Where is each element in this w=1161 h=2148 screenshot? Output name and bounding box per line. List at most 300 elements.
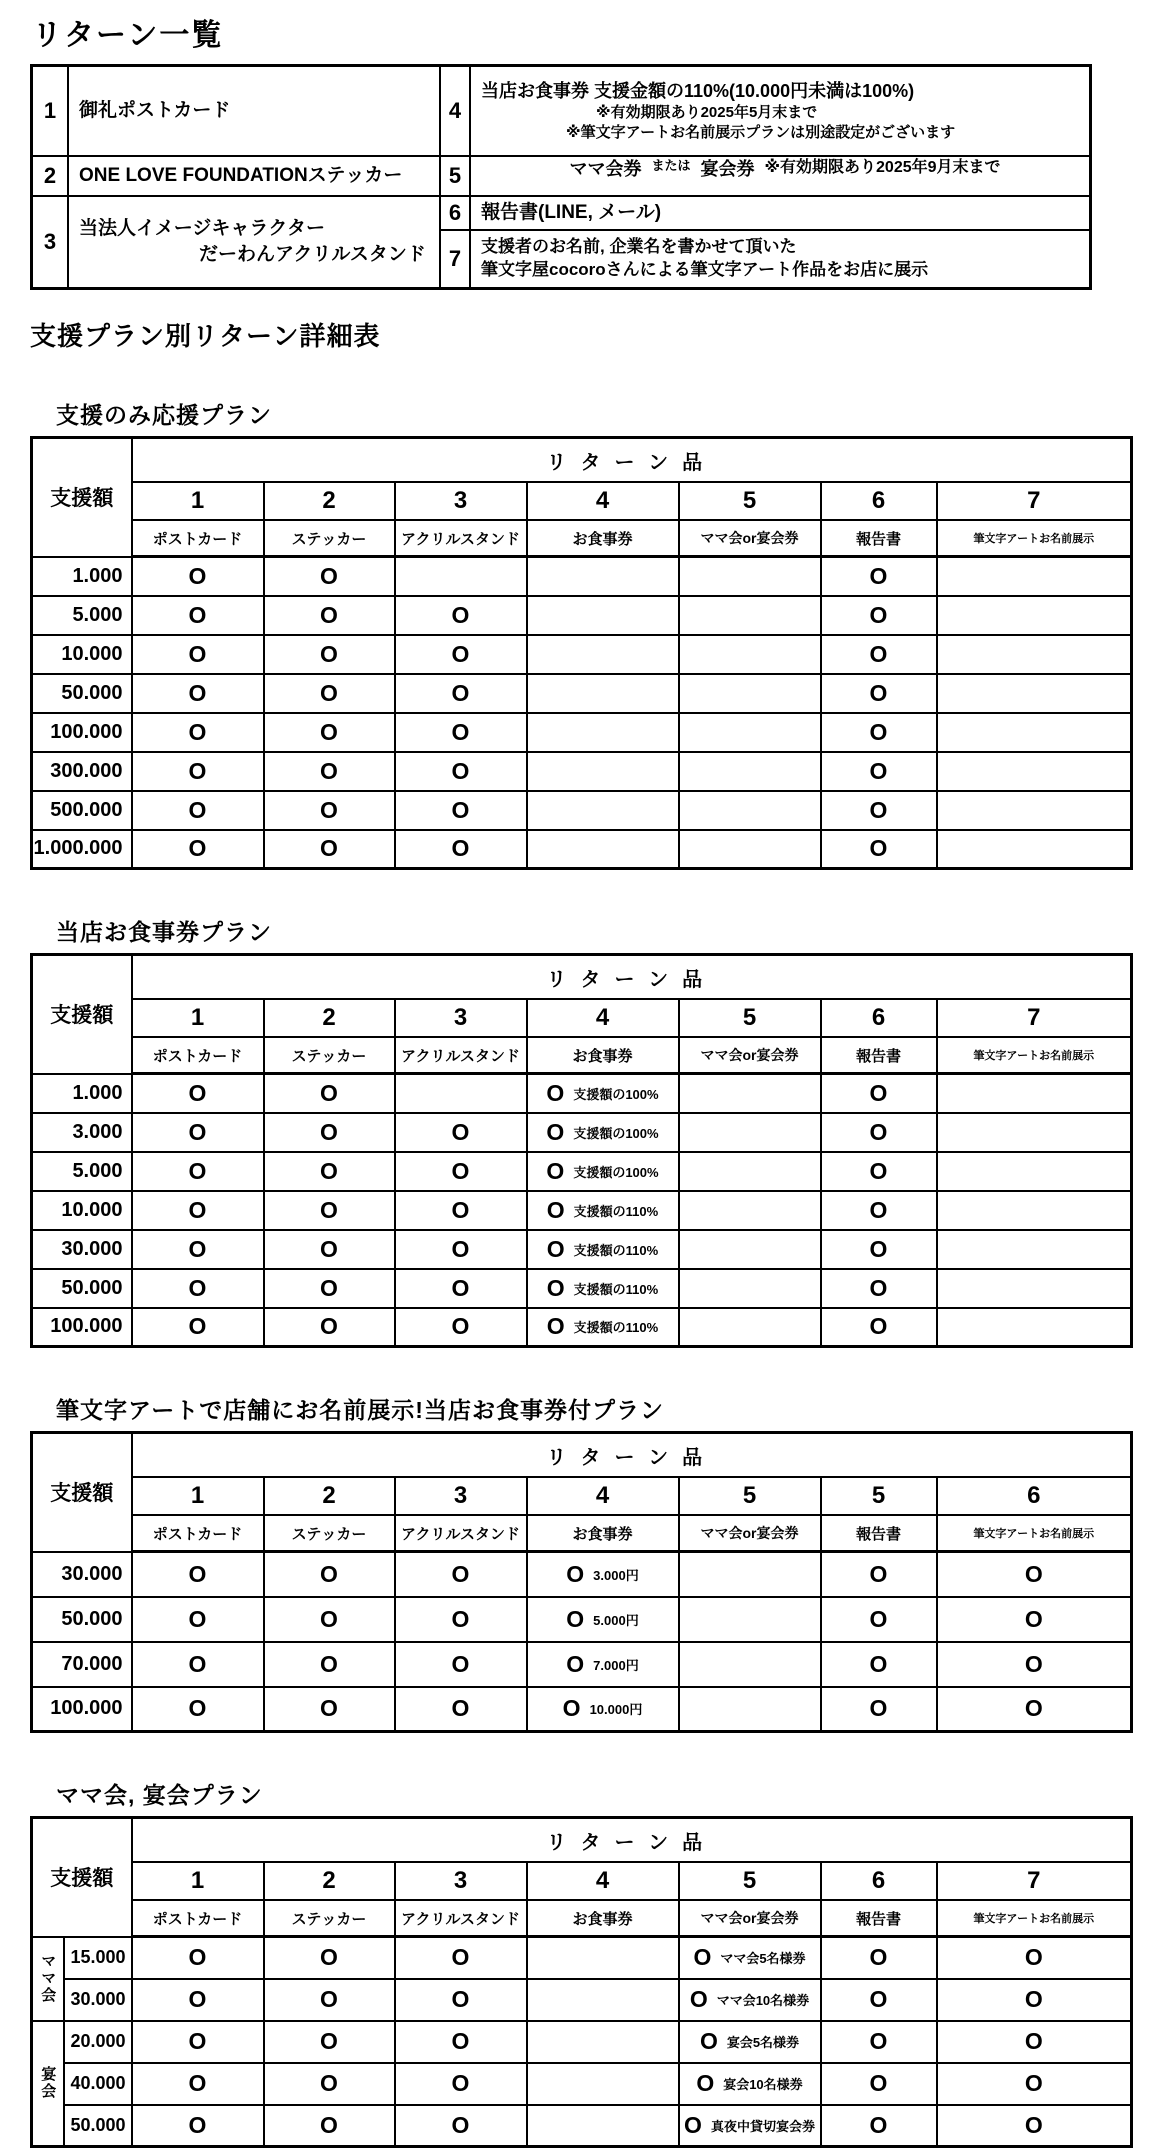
circle-mark: O — [451, 1650, 470, 1677]
circle-mark: O — [451, 1196, 470, 1223]
circle-mark: O — [320, 1313, 338, 1340]
circle-mark: O — [320, 1118, 338, 1145]
plan-table-row — [32, 1552, 1132, 1597]
return-cell-2 — [264, 752, 395, 791]
circle-mark: O — [546, 1157, 565, 1184]
return-item-2: ONE LOVE FOUNDATIONステッカー — [67, 155, 439, 195]
return-cell-7 — [937, 1552, 1132, 1597]
col-label: ママ会or宴会券 — [679, 520, 821, 557]
col-label: お食事券 — [527, 1037, 679, 1074]
column-label-row — [32, 1037, 1132, 1074]
return-cell-4 — [527, 1308, 679, 1347]
col-label: ポストカード — [132, 1515, 264, 1552]
return-cell-7 — [937, 1642, 1132, 1687]
circle-mark: O — [869, 1944, 888, 1971]
return-cell-1 — [132, 1308, 264, 1347]
col-number: 4 — [527, 999, 679, 1037]
return-number: 7 — [439, 229, 469, 287]
return-cell-5 — [679, 1979, 821, 2021]
return-cell-2 — [264, 1552, 395, 1597]
amount-cell: 500.000 — [32, 791, 132, 830]
return-cell-1 — [132, 2105, 264, 2147]
return-cell-4 — [527, 1552, 679, 1597]
col-number: 1 — [132, 1477, 264, 1515]
table-body — [32, 1937, 1132, 2147]
circle-mark: O — [684, 2111, 702, 2138]
return-cell-5 — [679, 1074, 821, 1113]
circle-mark: O — [451, 1313, 470, 1340]
return-cell-7 — [937, 1269, 1132, 1308]
return-cell-3 — [395, 674, 527, 713]
amount-cell: 100.000 — [32, 713, 132, 752]
circle-mark: O — [320, 835, 338, 862]
col-label: お食事券 — [527, 520, 679, 557]
return-cell-3 — [395, 1642, 527, 1687]
cell-note: 支援額の100% — [573, 1125, 659, 1141]
return-cell-6 — [821, 1642, 937, 1687]
circle-mark: O — [320, 1079, 338, 1106]
return-cell-6 — [821, 1687, 937, 1732]
return-cell-3 — [395, 1269, 527, 1308]
return-cell-4 — [527, 791, 679, 830]
circle-mark: O — [320, 1274, 338, 1301]
amount-cell: 300.000 — [32, 752, 132, 791]
return-item-4: 当店お食事券 支援金額の110%(10.000円未満は100%) ※有効期限あり2025年5月末まで ※筆文字アートお名前展示プランは別途設定がございます — [469, 67, 1089, 155]
return-cell-2 — [264, 1113, 395, 1152]
circle-mark: O — [451, 796, 470, 823]
return-cell-1 — [132, 1152, 264, 1191]
return-items-span-label: リターン品 — [132, 438, 1132, 483]
circle-mark: O — [869, 562, 888, 589]
circle-mark: O — [689, 1986, 708, 2012]
return-cell-6 — [821, 791, 937, 830]
col-label: アクリルスタンド — [395, 520, 527, 557]
return-cell-1 — [132, 1687, 264, 1732]
return-cell-7 — [937, 674, 1132, 713]
return-cell-3 — [395, 752, 527, 791]
circle-mark: O — [869, 601, 888, 628]
table-body — [32, 1552, 1132, 1732]
return-cell-5 — [679, 674, 821, 713]
return-cell-6 — [821, 1308, 937, 1347]
amount-cell: 30.000 — [32, 1230, 132, 1269]
col-number: 1 — [132, 482, 264, 520]
table-header — [32, 1818, 1132, 1937]
return-cell-1 — [132, 2021, 264, 2063]
table-header — [32, 438, 1132, 557]
return-cell-7 — [937, 596, 1132, 635]
circle-mark: O — [566, 1650, 585, 1677]
amount-cell: 10.000 — [32, 635, 132, 674]
return-cell-3 — [395, 596, 527, 635]
plan-table-party — [30, 1816, 1133, 2148]
return-cell-1 — [132, 791, 264, 830]
return-cell-6 — [821, 713, 937, 752]
return-cell-4 — [527, 674, 679, 713]
return-cell-4 — [527, 1113, 679, 1152]
plan-table-row — [32, 2063, 1132, 2105]
circle-mark: O — [320, 1235, 338, 1262]
circle-mark: O — [320, 1157, 338, 1184]
return-cell-6 — [821, 2063, 937, 2105]
cell-note: 10.000円 — [589, 1702, 643, 1718]
circle-mark: O — [546, 1313, 565, 1340]
circle-mark: O — [188, 1944, 207, 1971]
return-cell-3 — [395, 2105, 527, 2147]
return-cell-4 — [527, 1979, 679, 2021]
return-cell-7 — [937, 752, 1132, 791]
circle-mark: O — [451, 1274, 470, 1301]
return-item-3: 当法人イメージキャラクター だーわんアクリルスタンド — [67, 195, 439, 287]
plan-table-row — [32, 752, 1132, 791]
circle-mark: O — [320, 1986, 338, 2012]
col-label: 報告書 — [821, 1515, 937, 1552]
return-cell-1 — [132, 2063, 264, 2105]
corner-label: 支援額 — [32, 438, 132, 557]
return-cell-1 — [132, 752, 264, 791]
return-cell-4 — [527, 2105, 679, 2147]
amount-cell: 3.000 — [32, 1113, 132, 1152]
circle-mark: O — [320, 2028, 338, 2054]
return-cell-1 — [132, 557, 264, 596]
return-cell-3 — [395, 1552, 527, 1597]
return-cell-6 — [821, 557, 937, 596]
circle-mark: O — [188, 1079, 207, 1106]
return-cell-2 — [264, 674, 395, 713]
return-cell-3 — [395, 1937, 527, 1979]
corner-label: 支援額 — [32, 1433, 132, 1552]
return-cell-2 — [264, 635, 395, 674]
column-number-row — [32, 999, 1132, 1037]
return-cell-7 — [937, 1979, 1132, 2021]
circle-mark: O — [188, 679, 207, 706]
return-number: 2 — [33, 155, 67, 195]
col-label: 筆文字アートお名前展示 — [937, 1515, 1132, 1552]
return-cell-7 — [937, 1597, 1132, 1642]
plan-title-calligraphy: 筆文字アートで店舗にお名前展示!当店お食事券付プラン — [56, 1397, 664, 1423]
return-cell-6 — [821, 830, 937, 869]
return-cell-6 — [821, 1230, 937, 1269]
circle-mark: O — [869, 1560, 888, 1587]
circle-mark: O — [693, 1944, 712, 1971]
plan-table-row — [32, 557, 1132, 596]
return-cell-3 — [395, 713, 527, 752]
table-header — [32, 1433, 1132, 1552]
amount-cell: 40.000 — [64, 2063, 132, 2105]
amount-cell: 15.000 — [64, 1937, 132, 1979]
circle-mark: O — [188, 2028, 207, 2054]
circle-mark: O — [869, 796, 888, 823]
return-cell-2 — [264, 1191, 395, 1230]
group-label-enkai: 宴会 — [32, 2021, 64, 2147]
plan-table-row — [32, 1230, 1132, 1269]
return-cell-2 — [264, 1308, 395, 1347]
return-cell-7 — [937, 1074, 1132, 1113]
plan-table-row — [32, 674, 1132, 713]
return-cell-3 — [395, 1230, 527, 1269]
plan-table-row — [32, 791, 1132, 830]
circle-mark: O — [188, 835, 207, 862]
return-cell-3 — [395, 557, 527, 596]
column-label-row — [32, 1515, 1132, 1552]
circle-mark: O — [188, 1235, 207, 1262]
col-label: お食事券 — [527, 1900, 679, 1937]
return-cell-2 — [264, 1687, 395, 1732]
circle-mark: O — [451, 601, 470, 628]
plan-table-row — [32, 1152, 1132, 1191]
cell-note: 5.000円 — [593, 1612, 639, 1628]
table-header — [32, 955, 1132, 1074]
col-label: お食事券 — [527, 1515, 679, 1552]
circle-mark: O — [451, 679, 470, 706]
return-number: 6 — [439, 195, 469, 229]
corner-label: 支援額 — [32, 1818, 132, 1937]
return-cell-1 — [132, 830, 264, 869]
return-cell-3 — [395, 1687, 527, 1732]
col-label: ステッカー — [264, 1900, 395, 1937]
return-cell-5 — [679, 752, 821, 791]
plan-table-row — [32, 1687, 1132, 1732]
column-number-row — [32, 1862, 1132, 1900]
circle-mark: O — [869, 679, 888, 706]
return-cell-3 — [395, 1308, 527, 1347]
plan-table-row — [32, 596, 1132, 635]
circle-mark: O — [188, 757, 207, 784]
return-cell-7 — [937, 2021, 1132, 2063]
return-cell-6 — [821, 1979, 937, 2021]
return-cell-3 — [395, 1597, 527, 1642]
circle-mark: O — [1024, 1944, 1043, 1971]
return-cell-5 — [679, 635, 821, 674]
return-cell-6 — [821, 635, 937, 674]
return-cell-2 — [264, 557, 395, 596]
circle-mark: O — [451, 1235, 470, 1262]
return-cell-3 — [395, 2021, 527, 2063]
return-cell-5 — [679, 596, 821, 635]
col-label: 報告書 — [821, 520, 937, 557]
return-cell-4 — [527, 1074, 679, 1113]
col-number: 5 — [679, 1477, 821, 1515]
plan-table-row — [32, 1113, 1132, 1152]
cell-note: 支援額の110% — [573, 1242, 659, 1258]
circle-mark: O — [451, 1944, 470, 1971]
col-label: ポストカード — [132, 1900, 264, 1937]
return-cell-1 — [132, 596, 264, 635]
return-cell-6 — [821, 596, 937, 635]
return-item-7: 支援者のお名前, 企業名を書かせて頂いた 筆文字屋cocoroさんによる筆文字アート作品をお店に展示 — [469, 229, 1089, 287]
circle-mark: O — [869, 1079, 888, 1106]
amount-cell: 50.000 — [32, 1597, 132, 1642]
return-cell-5 — [679, 1308, 821, 1347]
return-cell-5 — [679, 1152, 821, 1191]
return-cell-6 — [821, 1191, 937, 1230]
circle-mark: O — [320, 1695, 338, 1722]
circle-mark: O — [1024, 2070, 1043, 2096]
return-cell-5 — [679, 1269, 821, 1308]
cell-note: ママ会10名様券 — [716, 1993, 810, 2008]
col-number: 1 — [132, 999, 264, 1037]
circle-mark: O — [188, 640, 207, 667]
return-cell-6 — [821, 1152, 937, 1191]
return-cell-4 — [527, 1687, 679, 1732]
plan-table-row — [32, 1597, 1132, 1642]
col-number: 6 — [821, 1862, 937, 1900]
plan-table-meal-ticket — [30, 953, 1133, 1348]
return-cell-4 — [527, 752, 679, 791]
circle-mark: O — [546, 1274, 565, 1301]
amount-cell: 1.000 — [32, 1074, 132, 1113]
col-number: 4 — [527, 482, 679, 520]
circle-mark: O — [869, 757, 888, 784]
circle-mark: O — [320, 679, 338, 706]
circle-mark: O — [188, 562, 207, 589]
amount-cell: 70.000 — [32, 1642, 132, 1687]
return-cell-5 — [679, 713, 821, 752]
circle-mark: O — [546, 1235, 565, 1262]
col-label: ママ会or宴会券 — [679, 1037, 821, 1074]
col-number: 5 — [679, 482, 821, 520]
circle-mark: O — [188, 718, 207, 745]
return-cell-6 — [821, 1597, 937, 1642]
return-cell-2 — [264, 1269, 395, 1308]
return-cell-5 — [679, 1642, 821, 1687]
circle-mark: O — [188, 1986, 207, 2012]
circle-mark: O — [451, 757, 470, 784]
circle-mark: O — [451, 2111, 470, 2138]
return-cell-4 — [527, 1597, 679, 1642]
return-cell-4 — [527, 830, 679, 869]
return-cell-1 — [132, 1074, 264, 1113]
circle-mark: O — [869, 1695, 888, 1722]
circle-mark: O — [1024, 1986, 1043, 2012]
cell-note: 支援額の100% — [573, 1164, 659, 1180]
plan-table-row — [32, 1937, 1132, 1979]
return-cell-4 — [527, 1937, 679, 1979]
return-cell-7 — [937, 2105, 1132, 2147]
return-cell-2 — [264, 1230, 395, 1269]
plan-title-meal-ticket: 当店お食事券プラン — [56, 919, 272, 945]
col-number: 4 — [527, 1862, 679, 1900]
return-cell-5 — [679, 557, 821, 596]
circle-mark: O — [869, 1313, 888, 1340]
return-cell-6 — [821, 1937, 937, 1979]
col-number: 2 — [264, 482, 395, 520]
circle-mark: O — [1024, 1605, 1043, 1632]
circle-mark: O — [869, 1274, 888, 1301]
circle-mark: O — [1024, 1650, 1043, 1677]
circle-mark: O — [566, 1605, 585, 1632]
circle-mark: O — [188, 1605, 207, 1632]
col-number: 7 — [937, 1862, 1132, 1900]
circle-mark: O — [320, 1196, 338, 1223]
circle-mark: O — [188, 1560, 207, 1587]
col-label: 筆文字アートお名前展示 — [937, 1900, 1132, 1937]
column-label-row — [32, 520, 1132, 557]
circle-mark: O — [188, 2111, 207, 2138]
circle-mark: O — [869, 1157, 888, 1184]
return-cell-4 — [527, 635, 679, 674]
return-cell-5 — [679, 791, 821, 830]
plan-table-row — [32, 1642, 1132, 1687]
col-number: 5 — [821, 1477, 937, 1515]
return-cell-3 — [395, 1979, 527, 2021]
section-title: 支援プラン別リターン詳細表 — [30, 321, 381, 351]
return-cell-2 — [264, 1937, 395, 1979]
return-cell-3 — [395, 791, 527, 830]
return-cell-6 — [821, 1113, 937, 1152]
col-number: 2 — [264, 1862, 395, 1900]
circle-mark: O — [869, 718, 888, 745]
return-items-span-label: リターン品 — [132, 1433, 1132, 1478]
circle-mark: O — [546, 1196, 565, 1223]
col-number: 7 — [937, 482, 1132, 520]
return-cell-4 — [527, 1642, 679, 1687]
return-cell-3 — [395, 830, 527, 869]
return-cell-2 — [264, 1979, 395, 2021]
page-title: リターン一覧 — [32, 19, 224, 52]
circle-mark: O — [320, 2111, 338, 2138]
return-cell-2 — [264, 713, 395, 752]
return-cell-1 — [132, 1597, 264, 1642]
circle-mark: O — [1024, 2028, 1043, 2054]
return-cell-2 — [264, 791, 395, 830]
circle-mark: O — [451, 835, 470, 862]
circle-mark: O — [869, 1650, 888, 1677]
circle-mark: O — [451, 2028, 470, 2054]
plan-title-party: ママ会, 宴会プラン — [56, 1782, 263, 1808]
return-cell-5 — [679, 2063, 821, 2105]
circle-mark: O — [451, 718, 470, 745]
return-cell-6 — [821, 752, 937, 791]
cell-note: 支援額の110% — [573, 1281, 659, 1297]
circle-mark: O — [451, 1986, 470, 2012]
return-cell-2 — [264, 596, 395, 635]
plan-table-row — [32, 1191, 1132, 1230]
return-cell-7 — [937, 830, 1132, 869]
circle-mark: O — [451, 640, 470, 667]
return-cell-7 — [937, 557, 1132, 596]
return-cell-7 — [937, 2063, 1132, 2105]
circle-mark: O — [320, 1560, 338, 1587]
return-cell-2 — [264, 2105, 395, 2147]
circle-mark: O — [451, 1605, 470, 1632]
amount-cell: 5.000 — [32, 596, 132, 635]
circle-mark: O — [320, 796, 338, 823]
col-number: 6 — [821, 482, 937, 520]
circle-mark: O — [188, 1650, 207, 1677]
return-cell-5 — [679, 2021, 821, 2063]
return-cell-3 — [395, 1191, 527, 1230]
amount-cell: 100.000 — [32, 1687, 132, 1732]
cell-note: 支援額の110% — [573, 1320, 659, 1336]
return-cell-2 — [264, 1597, 395, 1642]
col-label: 報告書 — [821, 1900, 937, 1937]
circle-mark: O — [188, 1695, 207, 1722]
col-number: 2 — [264, 1477, 395, 1515]
circle-mark: O — [188, 1118, 207, 1145]
col-label: ママ会or宴会券 — [679, 1900, 821, 1937]
return-cell-1 — [132, 1552, 264, 1597]
circle-mark: O — [320, 757, 338, 784]
return-cell-2 — [264, 2063, 395, 2105]
col-number: 7 — [937, 999, 1132, 1037]
return-cell-6 — [821, 1074, 937, 1113]
plan-table-row — [32, 830, 1132, 869]
return-cell-4 — [527, 2021, 679, 2063]
circle-mark: O — [320, 2070, 338, 2096]
circle-mark: O — [869, 1118, 888, 1145]
circle-mark: O — [566, 1560, 585, 1587]
